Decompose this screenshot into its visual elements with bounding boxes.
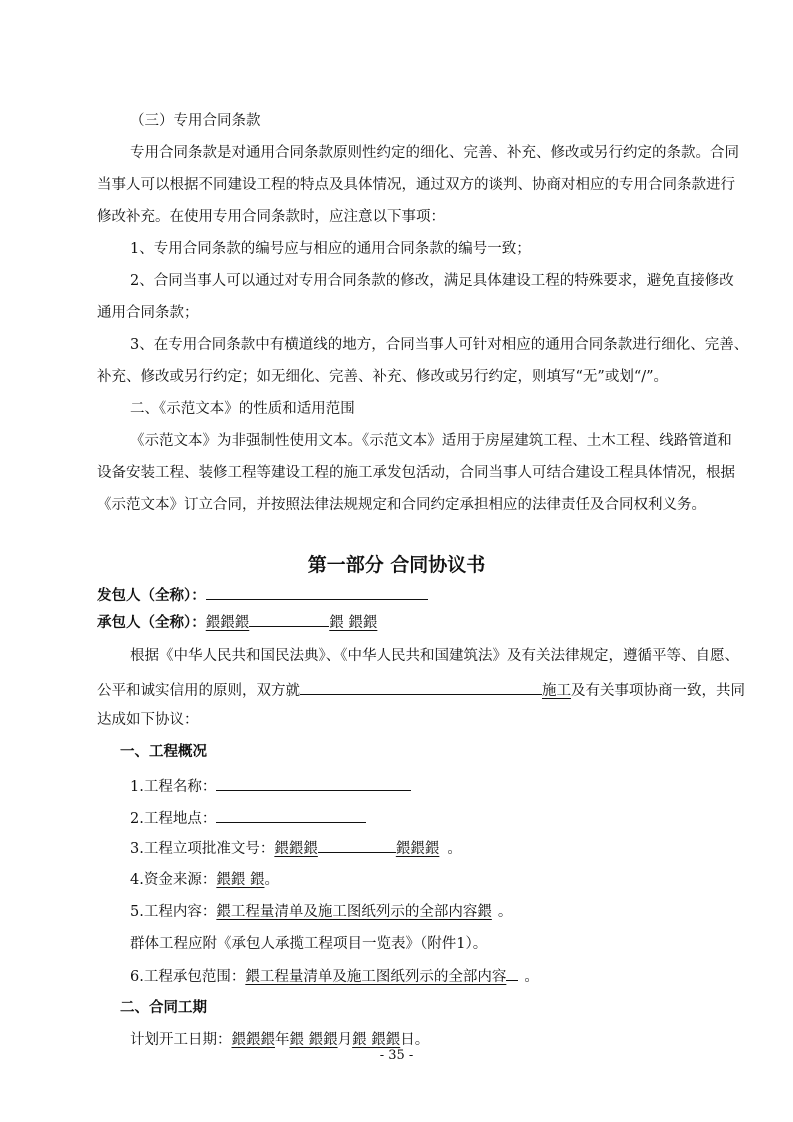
project-name-blank[interactable]	[300, 678, 542, 695]
funding-line	[130, 870, 279, 890]
scope-field[interactable]	[245, 969, 518, 985]
start-month-field[interactable]: 鍡 鍡鍡	[289, 1032, 338, 1048]
funding-field[interactable]: 鍡鍡 鍡	[216, 872, 265, 888]
project-location-label: 2.工程地点：	[130, 811, 217, 827]
content-line	[130, 902, 512, 922]
day-label: 日。	[400, 1032, 430, 1048]
period-mark: 。	[524, 969, 539, 985]
scope-value: 鍡工程量清单及施工图纸列示的全部内容	[245, 969, 507, 985]
period-mark: 。	[497, 904, 513, 920]
construction-word: 施工	[542, 683, 571, 699]
start-date-line	[130, 1030, 429, 1050]
month-label: 月	[337, 1032, 353, 1048]
paragraph-line: 《示范文本》为非强制性使用文本。《示范文本》适用于房屋建筑工程、土木工程、线路管道和	[130, 433, 732, 449]
scope-gap	[506, 966, 518, 981]
intro-text: 公平和诚实信用的原则，双方就	[97, 683, 300, 699]
paragraph-line: 《示范文本》订立合同，并按照法律法规规定和合同约定承担相应的法律责任及合同权利义务。	[97, 497, 706, 513]
list-item: 补充、修改或另行约定；如无细化、完善、补充、修改或另行约定，则填写“无”或划“/”。	[97, 369, 669, 385]
paragraph-line: 当事人可以根据不同建设工程的特点及具体情况，通过双方的谈判、协商对相应的专用合同条款进行	[97, 177, 735, 193]
overview-heading: 一、工程概况	[120, 744, 207, 760]
employer-line	[97, 583, 428, 606]
project-location-line	[130, 806, 366, 829]
page-number: - 35 -	[379, 1048, 414, 1063]
project-name-label: 1.工程名称：	[130, 779, 217, 795]
project-location-field[interactable]	[216, 806, 366, 823]
group-note: 群体工程应附《承包人承揽工程项目一览表》（附件1）。	[130, 936, 488, 952]
project-name-field[interactable]	[216, 774, 411, 791]
contractor-line	[97, 612, 428, 633]
scope-label: 6.工程承包范围：	[130, 969, 246, 985]
nature-heading: 二、《示范文本》的性质和适用范围	[130, 401, 355, 417]
start-year-field[interactable]: 鍡鍡鍡	[231, 1032, 275, 1048]
scope-line	[130, 966, 539, 987]
approval-value-a: 鍡鍡鍡	[274, 841, 318, 857]
approval-label: 3.工程立项批准文号：	[130, 841, 275, 857]
employer-name-field[interactable]	[206, 583, 428, 600]
content-field[interactable]: 鍡工程量清单及施工图纸列示的全部内容鍡	[216, 904, 492, 920]
approval-number-line	[130, 838, 462, 859]
employer-label: 发包人（全称）：	[97, 588, 206, 604]
part-title: 第一部分 合同协议书	[307, 554, 486, 576]
period-mark: 。	[264, 872, 279, 888]
intro-text: 及有关事项协商一致，共同	[571, 683, 745, 699]
approval-gap	[318, 838, 396, 853]
project-name-line	[130, 774, 411, 797]
contractor-value-b: 鍡 鍡鍡	[329, 615, 378, 631]
contractor-name-field[interactable]	[206, 612, 428, 633]
approval-field[interactable]	[274, 841, 439, 857]
content-label: 5.工程内容：	[130, 904, 217, 920]
contractor-label: 承包人（全称）：	[97, 615, 206, 631]
approval-value-b: 鍡鍡鍡	[395, 841, 440, 857]
list-item: 通用合同条款；	[97, 305, 199, 321]
contractor-value-a: 鍡鍡鍡	[205, 615, 250, 631]
start-date-label: 计划开工日期：	[130, 1032, 232, 1048]
intro-line: 达成如下协议：	[97, 712, 199, 728]
list-item: 3、在专用合同条款中有横道线的地方，合同当事人可针对相应的通用合同条款进行细化、完善、	[130, 337, 749, 353]
list-item: 2、合同当事人可以通过对专用合同条款的修改，满足具体建设工程的特殊要求，避免直接修改	[130, 273, 734, 289]
paragraph-line: 修改补充。在使用专用合同条款时，应注意以下事项：	[97, 209, 445, 225]
special-terms-heading: （三）专用合同条款	[130, 113, 261, 129]
year-label: 年	[275, 1032, 290, 1048]
paragraph-line: 设备安装工程、装修工程等建设工程的施工承发包活动，合同当事人可结合建设工程具体情况，根据	[97, 465, 735, 481]
intro-line: 根据《中华人民共和国民法典》、《中华人民共和国建筑法》及有关法律规定，遵循平等、自愿、	[130, 648, 739, 664]
funding-label: 4.资金来源：	[130, 872, 217, 888]
list-item: 1、专用合同条款的编号应与相应的通用合同条款的编号一致；	[130, 241, 531, 257]
paragraph-line: 专用合同条款是对通用合同条款原则性约定的细化、完善、补充、修改或另行约定的条款。合同	[130, 145, 739, 161]
period-mark: 。	[447, 841, 462, 857]
intro-line	[97, 678, 745, 701]
start-day-field[interactable]: 鍡 鍡鍡	[352, 1032, 401, 1048]
contractor-gap	[249, 612, 329, 627]
period-heading: 二、合同工期	[120, 1000, 207, 1016]
